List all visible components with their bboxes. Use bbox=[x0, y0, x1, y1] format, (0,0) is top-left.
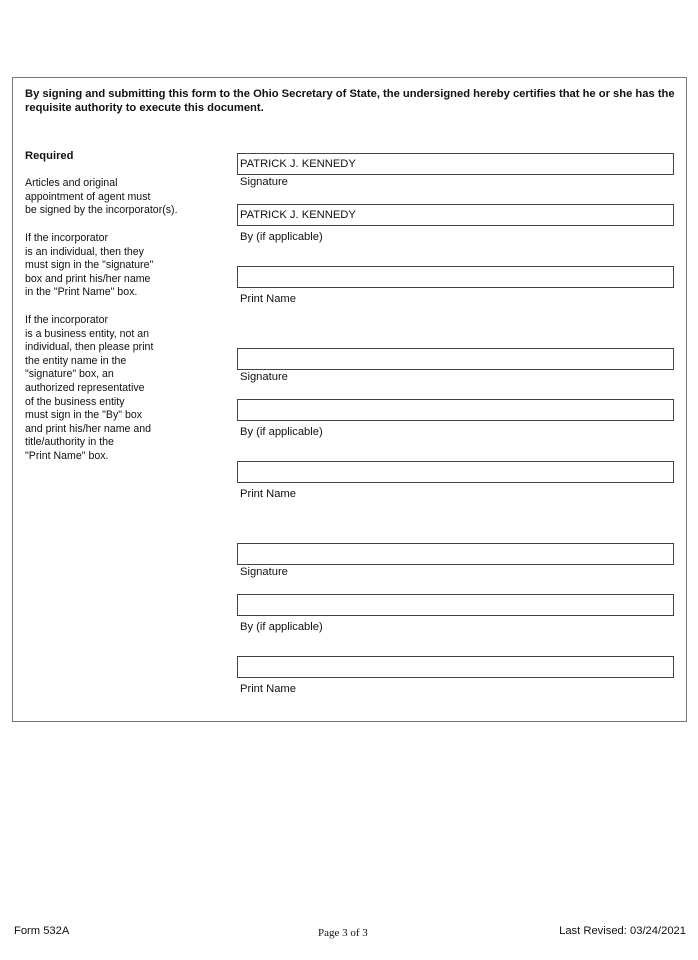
signer-1-print-name-field[interactable] bbox=[237, 266, 674, 288]
signer-1-by-label: By (if applicable) bbox=[240, 231, 323, 243]
signer-2-print-name-field[interactable] bbox=[237, 461, 674, 483]
page-number: Page 3 of 3 bbox=[318, 927, 368, 939]
signer-2-by-field[interactable] bbox=[237, 399, 674, 421]
signer-2-signature-label: Signature bbox=[240, 371, 288, 383]
required-instruction-3: If the incorporator is a business entity, not an individual, then please print the entity name in the "signature" box, an authorized representative of the business entity must sign in the "By" box and print his/her name and title/authority in the "Print Name" box. bbox=[25, 314, 154, 462]
signer-3-print-name-label: Print Name bbox=[240, 683, 296, 695]
required-instruction-2: If the incorporator is an individual, then they must sign in the "signature" box and print his/her name in the "Print Name" box. bbox=[25, 232, 154, 299]
signer-2-by-label: By (if applicable) bbox=[240, 426, 323, 438]
required-heading: Required bbox=[25, 150, 74, 162]
required-instruction-1: Articles and original appointment of agent must be signed by the incorporator(s). bbox=[25, 177, 178, 217]
form-number: Form 532A bbox=[14, 925, 70, 937]
signer-3-by-label: By (if applicable) bbox=[240, 621, 323, 633]
signer-3-by-field[interactable] bbox=[237, 594, 674, 616]
last-revised-date: Last Revised: 03/24/2021 bbox=[559, 925, 686, 937]
signer-1-by-field[interactable]: PATRICK J. KENNEDY bbox=[237, 204, 674, 226]
signer-2-print-name-label: Print Name bbox=[240, 488, 296, 500]
signer-3-print-name-field[interactable] bbox=[237, 656, 674, 678]
signer-2-signature-field[interactable] bbox=[237, 348, 674, 370]
signer-1-signature-label: Signature bbox=[240, 176, 288, 188]
certification-statement: By signing and submitting this form to the Ohio Secretary of State, the undersigned hereby certifies that he or she has the requisite authority to execute this document. bbox=[25, 88, 675, 114]
signer-1-signature-field[interactable]: PATRICK J. KENNEDY bbox=[237, 153, 674, 175]
signer-3-signature-label: Signature bbox=[240, 566, 288, 578]
signer-1-print-name-label: Print Name bbox=[240, 293, 296, 305]
signer-3-signature-field[interactable] bbox=[237, 543, 674, 565]
